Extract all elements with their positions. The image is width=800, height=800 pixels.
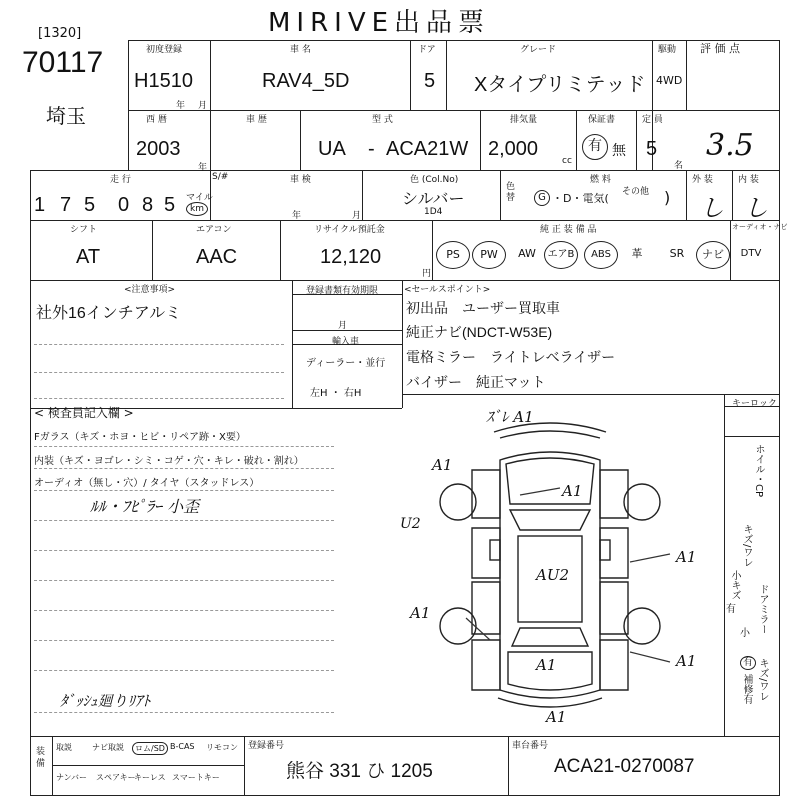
label-chassis: 車 歴: [246, 115, 267, 125]
ext-grade: し: [700, 194, 724, 222]
inspection-month: 月: [352, 211, 362, 221]
side-small-scratch: 小キズ: [729, 570, 740, 600]
accessory-item: ロム/SD: [132, 742, 168, 755]
era-label: 年: [176, 101, 186, 111]
equipment-item: AW: [518, 247, 536, 260]
side-labels: [726, 444, 776, 734]
label-color: 色 (Col.No): [410, 175, 459, 185]
side-scratch2: キズ/ワレ: [757, 658, 768, 702]
diagram-mark: A1: [676, 548, 697, 566]
displacement-value: 2,000: [488, 138, 539, 160]
label-accessories: 装備: [36, 747, 46, 769]
label-fuel: 燃 料: [590, 175, 611, 185]
inspector-line1: Fガラス（キズ・ホヨ・ヒビ・リペア跡・X要）: [34, 432, 246, 443]
inspector-hand-note: ﾙﾙ・ﾌﾋﾟﾗｰ 小歪: [90, 497, 200, 516]
accessory-item: B-CAS: [170, 742, 195, 751]
accessory-item: ナンバー: [56, 773, 88, 782]
label-equipment: 純 正 装 備 品: [540, 225, 597, 235]
diagram-mark: A1: [536, 656, 557, 674]
yen-unit: 円: [422, 269, 432, 279]
label-western-year: 西 暦: [146, 115, 167, 125]
handle-option: 左H ・ 右H: [310, 388, 362, 399]
label-sales-points: <セールスポイント>: [404, 285, 491, 295]
month-label: 月: [198, 101, 208, 111]
inspector-line2: 内装（キズ・ヨゴレ・シミ・コゲ・穴・キレ・破れ・割れ）: [34, 456, 304, 467]
sales-point: 電格ミラー ライトレベライザー: [406, 349, 616, 365]
diagram-mark: A1: [432, 456, 453, 474]
equipment-item: エアB: [544, 241, 578, 269]
color-code: 1D4: [424, 207, 443, 217]
label-inspection: 車 検: [290, 175, 311, 185]
label-color-change: 色替: [506, 182, 516, 203]
equipment-item: 革: [631, 247, 643, 260]
label-plate: 登録番号: [248, 741, 285, 751]
dealer-option: ディーラー・並行: [306, 358, 386, 369]
drive-value: 4WD: [656, 74, 683, 87]
label-reg-doc: 登録書類有効期限: [306, 286, 379, 296]
diagram-mark: U2: [400, 516, 421, 532]
sales-point: 初出品 ユーザー買取車: [406, 300, 560, 316]
label-first-reg: 初度登録: [146, 45, 183, 55]
diagram-mark: ｽﾞﾚ A1: [486, 408, 534, 426]
label-grade: グレード: [520, 45, 557, 55]
label-doors: ドア: [418, 45, 436, 55]
model-value: ACA21W: [386, 138, 469, 160]
reg-doc-month: 月: [338, 321, 348, 331]
shift-value: AT: [76, 246, 101, 268]
equipment-item: SR: [669, 247, 685, 260]
side-yes: 有: [726, 604, 736, 615]
label-inspector: < 検査員記入欄 >: [34, 406, 134, 420]
side-wheel: ホイル・CP: [753, 444, 764, 498]
aircon-value: AAC: [196, 246, 238, 268]
label-capacity: 定 員: [642, 115, 663, 125]
accessory-item: スマートキー: [172, 773, 220, 782]
fuel-extra: その他: [622, 187, 650, 197]
mileage-digit: 7: [60, 194, 72, 216]
label-audio: オーディオ・ナビ: [732, 223, 788, 231]
first-reg-value: H1510: [134, 70, 193, 92]
western-year-value: 2003: [136, 138, 181, 160]
equipment-item: DTV: [740, 248, 762, 259]
mile-unit: マイル: [186, 193, 213, 203]
accessory-item: 取説: [56, 743, 72, 752]
label-car-name: 車 名: [290, 45, 311, 55]
equipment-item: PW: [472, 241, 506, 269]
accessory-item: ナビ取説: [92, 743, 124, 752]
accessory-item: リモコン: [206, 743, 238, 752]
grade-value: Xタイプリミテッド: [474, 74, 646, 96]
label-frame: 車台番号: [512, 741, 549, 751]
mileage-digit: 5: [84, 194, 96, 216]
inspector-line3: オーディオ（無し・穴）/ タイヤ（スタッドレス）: [34, 478, 260, 489]
mileage-digit: 5: [164, 194, 176, 216]
model-prefix: UA: [318, 138, 346, 160]
mileage-digit: 8: [142, 194, 154, 216]
capacity-value: 5: [646, 138, 658, 160]
accessory-item: キーレス: [134, 773, 166, 782]
model-dash: -: [368, 138, 375, 160]
notes-text: 社外16インチアルミ: [36, 305, 182, 322]
label-warranty: 保証書: [588, 115, 616, 125]
recycle-value: 12,120: [320, 246, 382, 268]
inspection-year: 年: [292, 211, 302, 221]
doors-value: 5: [424, 70, 436, 92]
fuel-close: ): [664, 188, 671, 207]
mileage-digit: 0: [118, 194, 130, 216]
inspector-hand-note-2: ﾀﾞｯｼｭ廻りﾘｱﾄ: [60, 692, 151, 710]
car-name-value: RAV4_5D: [262, 70, 350, 92]
label-drive: 駆動: [658, 45, 677, 55]
label-meter-swap: S/#: [212, 172, 229, 182]
label-shift: シフト: [70, 225, 98, 235]
equipment-item: PS: [436, 241, 470, 269]
year-suffix: 年: [198, 163, 208, 173]
label-mileage: 走 行: [110, 175, 131, 185]
warranty-no: 無: [612, 143, 626, 159]
km-unit: km: [186, 202, 208, 216]
label-import-car: 輸入車: [332, 337, 360, 347]
plate-value: 熊谷 331 ひ 1205: [286, 761, 433, 782]
label-model: 型 式: [372, 115, 393, 125]
diagram-mark: A1: [410, 604, 431, 622]
label-int: 内 装: [738, 175, 759, 185]
lot-number: 70117: [22, 46, 104, 79]
warranty-yes: 有: [582, 134, 608, 160]
label-displacement: 排気量: [510, 115, 538, 125]
lot-id: [1320]: [38, 26, 82, 41]
side-repaired: 補修有: [741, 674, 752, 704]
score-value: 3.5: [706, 128, 754, 163]
label-recycle: リサイクル預託金: [314, 225, 385, 235]
region: 埼玉: [46, 104, 86, 128]
mileage-digit: 1: [34, 194, 46, 216]
sheet-title: MIRIVE出品票: [268, 8, 491, 38]
label-notes: <注意事項>: [124, 285, 176, 295]
diagram-mark: AU2: [536, 566, 570, 584]
cc-unit: cc: [562, 156, 572, 166]
side-yes2: 有: [740, 656, 756, 670]
side-door-mirror: ドアミラー: [757, 584, 768, 634]
frame-value: ACA21-0270087: [554, 756, 695, 777]
equipment-item: ナビ: [696, 241, 730, 269]
label-ext: 外 装: [692, 175, 713, 185]
sales-point: バイザー 純正マット: [406, 374, 546, 390]
diagram-mark: A1: [546, 708, 567, 726]
fuel-other: ・D・電気(: [552, 192, 609, 205]
color-value: シルバー: [402, 191, 465, 208]
sales-point: 純正ナビ(NDCT-W53E): [406, 324, 553, 340]
fuel-gas: G: [534, 190, 550, 206]
person-unit: 名: [674, 161, 684, 171]
int-grade: し: [744, 194, 768, 222]
diagram-mark: A1: [562, 482, 583, 500]
diagram-mark: A1: [676, 652, 697, 670]
label-keylock: キーロック: [732, 399, 777, 409]
side-small: 小: [740, 628, 750, 639]
label-aircon: エアコン: [196, 225, 232, 235]
equipment-item: ABS: [584, 241, 618, 269]
side-scratch: キズ/ワレ: [741, 524, 752, 568]
label-score: 評 価 点: [700, 42, 740, 55]
accessory-item: スペアキー: [96, 773, 136, 782]
